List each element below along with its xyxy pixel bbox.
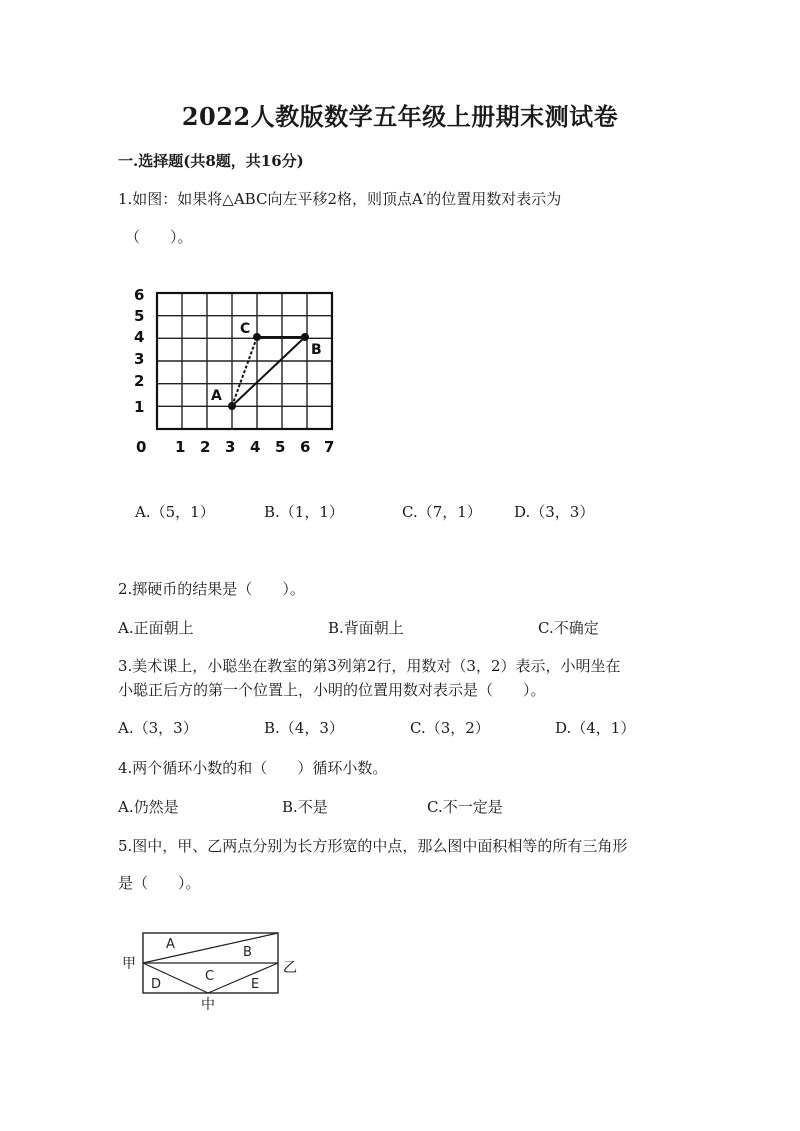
region-a-label: A — [166, 937, 175, 952]
question-3-option-c[interactable]: C.（3，2） — [410, 719, 490, 737]
question-1-option-b[interactable]: B.（1，1） — [264, 503, 344, 521]
page-title: 2022人教版数学五年级上册期末测试卷 — [181, 102, 619, 131]
x-label-5: 5 — [275, 438, 286, 456]
question-5-text-line2: 是（ ）。 — [118, 874, 201, 892]
question-1-option-a[interactable]: A.（5，1） — [135, 503, 215, 521]
question-3-option-a[interactable]: A.（3，3） — [118, 719, 198, 737]
region-e-label: E — [251, 977, 260, 992]
grid-lines — [157, 293, 332, 429]
edge-ab — [232, 337, 305, 406]
y-label-6: 6 — [134, 286, 145, 304]
y-label-1: 1 — [134, 398, 145, 416]
question-3-option-b[interactable]: B.（4，3） — [264, 719, 344, 737]
question-5-text-line1: 5.图中，甲、乙两点分别为长方形宽的中点，那么图中面积相等的所有三角形 — [118, 837, 628, 855]
question-4-option-c[interactable]: C.不一定是 — [427, 798, 503, 816]
vertex-b-label: B — [311, 342, 322, 358]
vertex-c — [253, 333, 261, 341]
rectangle-triangles-figure — [118, 925, 308, 1015]
coordinate-grid-figure — [120, 280, 350, 460]
point-yi-label: 乙 — [283, 960, 297, 976]
x-label-7: 7 — [324, 438, 335, 456]
y-label-5: 5 — [134, 307, 145, 325]
question-2-text: 2.掷硬币的结果是（ ）。 — [118, 580, 305, 598]
vertex-b — [301, 333, 309, 341]
question-3-text-line1: 3.美术课上，小聪坐在教室的第3列第2行，用数对（3，2）表示，小明坐在 — [118, 657, 621, 675]
question-3-option-d[interactable]: D.（4，1） — [555, 719, 636, 737]
question-1-option-c[interactable]: C.（7，1） — [402, 503, 482, 521]
x-label-3: 3 — [225, 438, 236, 456]
line-jia-to-top-right — [143, 933, 278, 963]
region-b-label: B — [243, 945, 252, 960]
y-label-2: 2 — [134, 372, 145, 390]
vertex-c-label: C — [240, 321, 251, 337]
question-3-text-line2: 小聪正后方的第一个位置上，小明的位置用数对表示是（ ）。 — [118, 681, 546, 699]
question-2-option-a[interactable]: A.正面朝上 — [118, 619, 194, 637]
question-2-option-c[interactable]: C.不确定 — [538, 619, 599, 637]
region-c-label: C — [205, 969, 215, 984]
x-label-2: 2 — [200, 438, 211, 456]
question-1-blank: （ ）。 — [125, 228, 193, 246]
question-1-option-d[interactable]: D.（3，3） — [514, 503, 595, 521]
region-d-label: D — [151, 977, 162, 992]
question-4-option-a[interactable]: A.仍然是 — [118, 798, 179, 816]
y-label-3: 3 — [134, 350, 145, 368]
vertex-a-label: A — [211, 388, 222, 404]
question-1-text: 1.如图：如果将△ABC向左平移2格，则顶点A′的位置用数对表示为 — [118, 190, 562, 208]
line-yi-to-zhong — [208, 963, 278, 993]
x-label-4: 4 — [250, 438, 261, 456]
section-heading: 一.选择题(共8题，共16分) — [118, 152, 304, 170]
x-label-1: 1 — [175, 438, 186, 456]
x-label-6: 6 — [300, 438, 311, 456]
point-jia-label: 甲 — [122, 956, 136, 972]
question-2-option-b[interactable]: B.背面朝上 — [328, 619, 404, 637]
y-label-4: 4 — [134, 328, 145, 346]
question-4-option-b[interactable]: B.不是 — [282, 798, 328, 816]
question-4-text: 4.两个循环小数的和（ ）循环小数。 — [118, 759, 388, 777]
point-zhong-label: 中 — [201, 997, 215, 1013]
vertex-a — [228, 402, 236, 410]
edge-ac — [232, 337, 257, 406]
x-label-0: 0 — [136, 438, 147, 456]
